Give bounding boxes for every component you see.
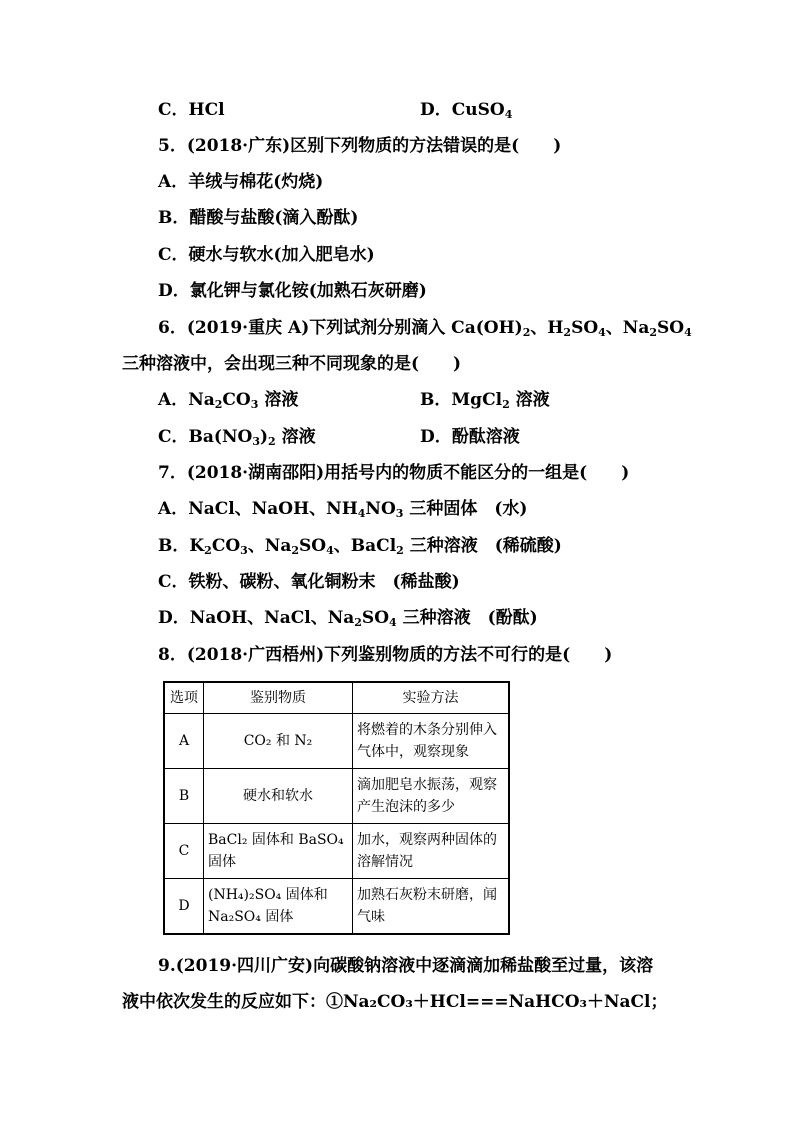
q6-option-d: D．酚酞溶液 <box>420 427 520 447</box>
q8-table <box>163 681 510 935</box>
table-row <box>164 879 509 934</box>
q5-option-d: D．氯化钾与氯化铵(加熟石灰研磨) <box>158 281 427 301</box>
table-cell-method: 加水，观察两种固体的溶解情况 <box>353 824 510 879</box>
q5-stem: 5．(2018·广东)区别下列物质的方法错误的是( ) <box>158 136 562 156</box>
q6-option-a: A．$Na_2CO_3$ 溶液 <box>158 390 299 411</box>
q4-option-d: D．CuSO$_4$ <box>420 100 513 121</box>
q6-option-c: C．$Ba(NO_3)_2$ 溶液 <box>158 427 316 448</box>
q7-option-a: A．NaCl、NaOH、$NH_4NO_3$ 三种固体 (水) <box>158 499 528 520</box>
table-header-row <box>164 682 509 714</box>
table-cell-item: BaCl₂ 固体和 BaSO₄ 固体 <box>204 824 353 879</box>
table-cell-method: 加熟石灰粉末研磨，闻气味 <box>353 879 510 934</box>
q7-option-c: C．铁粉、碳粉、氧化铜粉末 (稀盐酸) <box>158 572 460 592</box>
table-cell-item: (NH₄)₂SO₄ 固体和 Na₂SO₄ 固体 <box>204 879 353 934</box>
q5-option-b: B．醋酸与盐酸(滴入酚酞) <box>158 208 359 228</box>
table-header-option: 选项 <box>164 682 204 714</box>
q5-option-a: A．羊绒与棉花(灼烧) <box>158 172 324 192</box>
table-row <box>164 769 509 824</box>
table-cell-option: B <box>164 769 204 824</box>
table-header-item: 鉴别物质 <box>204 682 353 714</box>
q7-stem: 7．(2018·湖南邵阳)用括号内的物质不能区分的一组是( ) <box>158 463 630 483</box>
q6-stem-line2: 三种溶液中，会出现三种不同现象的是( ) <box>122 354 462 374</box>
table-cell-option: A <box>164 714 204 769</box>
table-cell-method: 滴加肥皂水振荡，观察产生泡沫的多少 <box>353 769 510 824</box>
q8-stem: 8．(2018·广西梧州)下列鉴别物质的方法不可行的是( ) <box>158 645 613 665</box>
q6-stem: 6．(2019·重庆 A)下列试剂分别滴入 $Ca(OH)_2$、$H_2SO_4$、$Na_2SO_4$ <box>158 318 692 339</box>
q6-option-b: B．MgCl$_2$ 溶液 <box>420 390 550 411</box>
q4-option-c: C．HCl <box>158 100 225 120</box>
table-cell-item: CO₂ 和 N₂ <box>204 714 353 769</box>
q7-option-b: B．$K_2CO_3$、$Na_2SO_4$、BaCl$_2$ 三种溶液 (稀硫酸) <box>158 536 562 557</box>
table-row <box>164 714 509 769</box>
table-cell-item: 硬水和软水 <box>204 769 353 824</box>
q7-option-d: D．NaOH、NaCl、$Na_2SO_4$ 三种溶液 (酚酞) <box>158 608 538 629</box>
table-row <box>164 824 509 879</box>
table-cell-method: 将燃着的木条分别伸入气体中，观察现象 <box>353 714 510 769</box>
q9-stem-line2: 液中依次发生的反应如下：①Na₂CO₃＋HCl===NaHCO₃＋NaCl； <box>122 992 668 1012</box>
table-cell-option: C <box>164 824 204 879</box>
table-cell-option: D <box>164 879 204 934</box>
q9-stem-line1: 9.(2019·四川广安)向碳酸钠溶液中逐滴滴加稀盐酸至过量，该溶 <box>158 956 654 976</box>
table-header-method: 实验方法 <box>353 682 510 714</box>
q5-option-c: C．硬水与软水(加入肥皂水) <box>158 245 375 265</box>
